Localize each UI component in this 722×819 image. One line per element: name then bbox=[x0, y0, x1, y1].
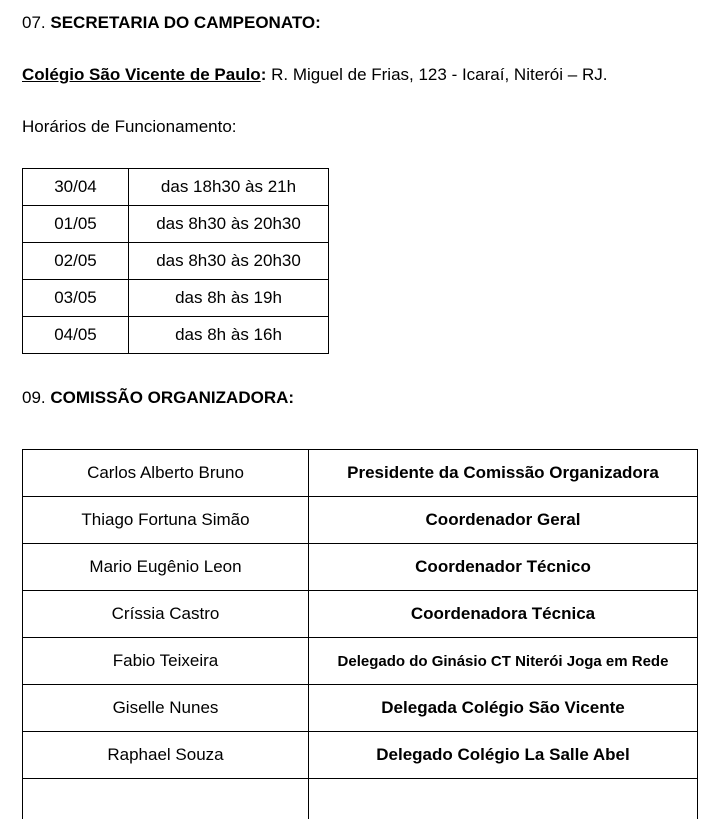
member-role: Coordenadora Técnica bbox=[309, 591, 698, 638]
hours-time: das 18h30 às 21h bbox=[129, 169, 329, 206]
committee-row bbox=[23, 450, 698, 497]
hours-row bbox=[23, 317, 329, 354]
section-07-title: SECRETARIA DO CAMPEONATO: bbox=[50, 13, 320, 32]
member-name: Mario Eugênio Leon bbox=[23, 544, 309, 591]
member-role: Presidente da Comissão Organizadora bbox=[309, 450, 698, 497]
member-role: Delegado do Ginásio CT Niterói Joga em Rede bbox=[309, 638, 698, 685]
committee-row bbox=[23, 638, 698, 685]
hours-row bbox=[23, 280, 329, 317]
member-name: Giselle Nunes bbox=[23, 685, 309, 732]
hours-time: das 8h às 19h bbox=[129, 280, 329, 317]
member-role: Delegada Colégio São Vicente bbox=[309, 685, 698, 732]
member-name: Raphael Souza bbox=[23, 732, 309, 779]
committee-row bbox=[23, 497, 698, 544]
member-name: Carlos Alberto Bruno bbox=[23, 450, 309, 497]
hours-time: das 8h às 16h bbox=[129, 317, 329, 354]
section-07-number: 07. bbox=[22, 13, 46, 32]
venue-street: R. Miguel de Frias, 123 - Icaraí, Niterói – RJ. bbox=[266, 65, 607, 84]
hours-date: 01/05 bbox=[23, 206, 129, 243]
section-09-title: COMISSÃO ORGANIZADORA: bbox=[50, 388, 294, 407]
hours-date: 03/05 bbox=[23, 280, 129, 317]
hours-date: 04/05 bbox=[23, 317, 129, 354]
venue-address bbox=[22, 65, 607, 85]
hours-time: das 8h30 às 20h30 bbox=[129, 206, 329, 243]
member-role: Coordenador Geral bbox=[309, 497, 698, 544]
hours-label: Horários de Funcionamento: bbox=[22, 117, 237, 137]
committee-table bbox=[22, 449, 698, 819]
opening-hours-table bbox=[22, 168, 329, 354]
hours-time: das 8h30 às 20h30 bbox=[129, 243, 329, 280]
committee-row bbox=[23, 544, 698, 591]
member-name: Fabio Teixeira bbox=[23, 638, 309, 685]
committee-row-cutoff bbox=[23, 779, 698, 819]
section-09-heading bbox=[22, 388, 294, 408]
committee-row bbox=[23, 685, 698, 732]
section-07-heading bbox=[22, 13, 321, 33]
hours-date: 30/04 bbox=[23, 169, 129, 206]
hours-row bbox=[23, 169, 329, 206]
member-name-empty bbox=[23, 779, 309, 819]
committee-row bbox=[23, 591, 698, 638]
member-role-empty bbox=[309, 779, 698, 819]
hours-row bbox=[23, 206, 329, 243]
member-name: Thiago Fortuna Simão bbox=[23, 497, 309, 544]
hours-date: 02/05 bbox=[23, 243, 129, 280]
hours-row bbox=[23, 243, 329, 280]
section-09-number: 09. bbox=[22, 388, 46, 407]
venue-school-name: Colégio São Vicente de Paulo bbox=[22, 65, 261, 84]
member-name: Críssia Castro bbox=[23, 591, 309, 638]
member-role: Delegado Colégio La Salle Abel bbox=[309, 732, 698, 779]
committee-row bbox=[23, 732, 698, 779]
venue-colon: : bbox=[261, 65, 267, 84]
member-role: Coordenador Técnico bbox=[309, 544, 698, 591]
